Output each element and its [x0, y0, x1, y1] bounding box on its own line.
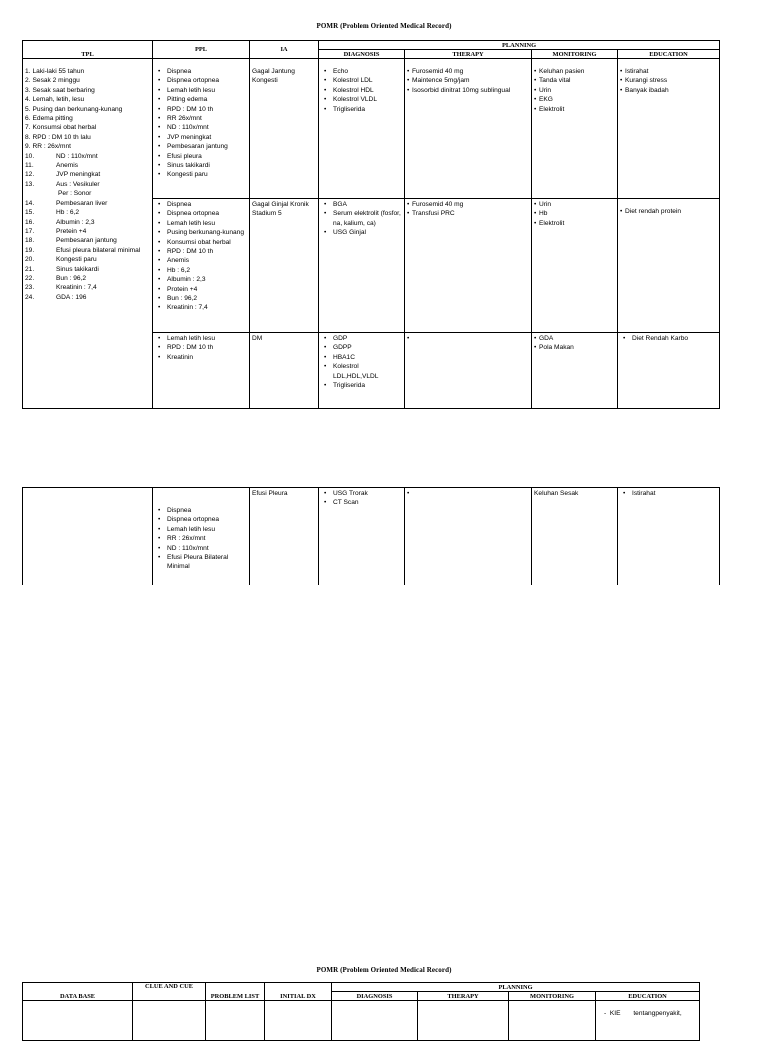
education-list: [620, 489, 717, 498]
list-item: • Urin: [534, 200, 615, 209]
ppl-cell: [153, 488, 250, 585]
tpl-number: 15.: [25, 209, 35, 217]
diagnosis-list: [321, 200, 402, 238]
header-ia: IA: [250, 41, 319, 59]
tpl-number: 24.: [25, 293, 35, 301]
tpl-item: [25, 86, 150, 95]
education-fragment: - KIE tentangpenyakit,: [604, 1010, 682, 1017]
ia-cell: [250, 488, 319, 585]
monitoring-cell: [532, 59, 618, 199]
list-item: • Dispnea: [155, 67, 247, 76]
list-item: • RPD : DM 10 th: [155, 247, 247, 256]
list-item: • RR 26x/mnt: [155, 114, 247, 123]
monitoring-cell: [532, 333, 618, 409]
list-item: • Trigliserida: [321, 381, 402, 390]
tpl-text: Bun : 96,2: [56, 274, 87, 282]
monitoring-cell: [509, 1001, 596, 1041]
header-monitoring: MONITORING: [509, 992, 596, 1001]
list-item: • Pitting edema: [155, 95, 247, 104]
tpl-text: GDA : 196: [56, 293, 87, 301]
tpl-item: [25, 114, 150, 123]
header-planning: PLANNING: [319, 41, 720, 50]
diagnosis-cell: [319, 333, 405, 409]
tpl-number: 23.: [25, 284, 35, 292]
tpl-number: 4.: [25, 96, 31, 104]
header-diagnosis: DIAGNOSIS: [332, 992, 418, 1001]
header-monitoring: MONITORING: [532, 50, 618, 59]
list-item: • Sinus takikardi: [155, 161, 247, 170]
therapy-cell: [405, 199, 532, 333]
education-list: [620, 334, 717, 343]
education-cell: [618, 59, 720, 199]
list-item: • Istirahat: [620, 489, 717, 498]
header-initial-dx: INITIAL DX: [265, 983, 332, 1001]
ia-cell: [250, 333, 319, 409]
header-therapy: THERAPY: [405, 50, 532, 59]
pomr-table-continued: [22, 487, 720, 585]
list-item: • JVP meningkat: [155, 133, 247, 142]
therapy-list: [407, 67, 529, 95]
list-item: • Elektrolit: [534, 105, 615, 114]
diagnosis-cell: [319, 199, 405, 333]
list-item: • Furosemid 40 mg: [407, 67, 529, 76]
tpl-text: Hb : 6,2: [56, 209, 80, 217]
header-problem-list: PROBLEM LIST: [206, 983, 265, 1001]
pomr-table-page2: [22, 982, 700, 1041]
tpl-item: [25, 123, 150, 132]
tpl-number: 8.: [25, 133, 31, 141]
education-cell: [618, 333, 720, 409]
list-item: • GDP: [321, 334, 402, 343]
list-item: • Banyak ibadah: [620, 86, 717, 95]
ppl-cell: [153, 59, 250, 199]
list-item: • Anemis: [155, 256, 247, 265]
ppl-list: [155, 67, 247, 180]
list-item: • Protein +4: [155, 285, 247, 294]
ppl-list: [155, 506, 247, 572]
header-education: EDUCATION: [596, 992, 700, 1001]
list-item: • HBA1C: [321, 353, 402, 362]
tpl-text: Pembesaran jantung: [56, 237, 117, 245]
list-item: • RPD : DM 10 th: [155, 343, 247, 352]
list-item: • USG Ginjal: [321, 228, 402, 237]
tpl-number: 1.: [25, 68, 31, 75]
education-cell: [618, 488, 720, 585]
tpl-item: [25, 265, 150, 274]
list-item: • Istirahat: [620, 67, 717, 76]
tpl-text: Sesak 2 minggu: [32, 77, 80, 85]
tpl-number: 11.: [25, 162, 34, 170]
monitoring-cell: [532, 488, 618, 585]
list-item: • Kolestrol LDL,HDL,VLDL: [321, 362, 402, 381]
list-item: • Kurangi stress: [620, 76, 717, 85]
tpl-item: [25, 133, 150, 142]
therapy-cell: [405, 59, 532, 199]
list-item: • Albumin : 2,3: [155, 275, 247, 284]
tpl-item: [25, 236, 150, 245]
tpl-text: Konsumsi obat herbal: [32, 124, 97, 132]
tpl-item: [25, 199, 150, 208]
tpl-number: 18.: [25, 237, 35, 245]
list-item: • Kongesti paru: [155, 170, 247, 179]
list-item: • Efusi pleura: [155, 152, 247, 161]
clue-cell: [133, 1001, 206, 1041]
tpl-item: [25, 293, 150, 302]
list-item: • Diet rendah protein: [620, 207, 717, 216]
tpl-item: [25, 67, 150, 76]
diagnosis-cell: [319, 488, 405, 585]
ppl-list: [155, 200, 247, 313]
ia-cell: [250, 199, 319, 333]
ppl-cell: [153, 333, 250, 409]
tpl-item: [25, 218, 150, 227]
diagnosis-list: [321, 334, 402, 390]
tpl-text: Laki-laki 55 tahun: [32, 68, 85, 75]
tpl-number: 7.: [25, 124, 31, 132]
list-item: • Kolestrol VLDL: [321, 95, 402, 104]
tpl-item: [25, 208, 150, 217]
list-item: • ND : 110x/mnt: [155, 544, 247, 553]
tpl-number: 12.: [25, 171, 35, 179]
tpl-item: [25, 76, 150, 85]
education-list: [620, 67, 717, 95]
tpl-text: Pembesaran liver: [56, 199, 108, 207]
list-item: • GDPP: [321, 343, 402, 352]
education-list: [620, 207, 717, 216]
list-item: • RPD : DM 10 th: [155, 105, 247, 114]
header-ppl: PPL: [153, 41, 250, 59]
list-item: • Transfusi PRC: [407, 209, 529, 218]
list-item: • Kolestrol LDL: [321, 76, 402, 85]
header-data-base: DATA BASE: [23, 983, 133, 1001]
header-education: EDUCATION: [618, 50, 720, 59]
list-item: • Dispnea: [155, 200, 247, 209]
list-item: • Lemah letih lesu: [155, 219, 247, 228]
list-item: • Diet Rendah Karbo: [620, 334, 717, 343]
tpl-text: Sinus takikardi: [56, 265, 99, 273]
tpl-text: ND : 110x/mnt: [56, 152, 98, 160]
list-item: • Kreatinin : 7,4: [155, 303, 247, 312]
tpl-item: [25, 227, 150, 236]
tpl-text: JVP meningkat: [56, 171, 101, 179]
tpl-number: 17.: [25, 227, 35, 235]
tpl-cell: [23, 59, 153, 409]
list-item: • Tanda vital: [534, 76, 615, 85]
tpl-text: Edema pitting: [32, 115, 73, 123]
list-item: • Keluhan pasien: [534, 67, 615, 76]
tpl-item: [25, 95, 150, 104]
ppl-cell: [153, 199, 250, 333]
therapy-cell: [405, 333, 532, 409]
tpl-list: [25, 67, 150, 302]
tpl-item: [25, 152, 150, 161]
list-item: • Elektrolit: [534, 219, 615, 228]
list-item: • Maintence 5mg/jam: [407, 76, 529, 85]
list-item: • Hb: [534, 209, 615, 218]
list-item: • Dispnea ortopnea: [155, 76, 247, 85]
initial-dx-cell: [265, 1001, 332, 1041]
list-item: • Urin: [534, 86, 615, 95]
list-item: • Konsumsi obat herbal: [155, 238, 247, 247]
header-tpl: TPL: [23, 41, 153, 59]
list-item: • Kolestrol HDL: [321, 86, 402, 95]
diagnosis-cell: [319, 59, 405, 199]
tpl-text: Anemis: [56, 162, 78, 170]
tpl-number: 9.: [25, 143, 31, 151]
tpl-number: 3.: [25, 86, 31, 94]
ia-cell: [250, 59, 319, 199]
list-item: • RR : 26x/mnt: [155, 534, 247, 543]
tpl-number: 10.: [25, 152, 35, 160]
education-cell: [596, 1001, 700, 1041]
list-item: • Dispnea: [155, 506, 247, 515]
tpl-text: Albumin : 2,3: [56, 218, 95, 226]
ppl-list: [155, 334, 247, 362]
monitoring-list: [534, 67, 615, 114]
tpl-item: [25, 180, 150, 189]
list-item: • Isosorbid dinitrat 10mg sublingual: [407, 86, 529, 95]
tpl-item: [25, 161, 150, 170]
initial-assessment: Efusi Pleura: [252, 490, 288, 497]
monitoring-text: Keluhan Sesak: [534, 490, 579, 497]
tpl-item: [25, 189, 150, 198]
header-diagnosis: DIAGNOSIS: [319, 50, 405, 59]
list-item: • Bun : 96,2: [155, 294, 247, 303]
tpl-text: Lemah, letih, lesu: [32, 96, 85, 104]
header-planning: PLANNING: [332, 983, 700, 992]
tpl-number: 2.: [25, 77, 31, 85]
list-item: • Kreatinin: [155, 353, 247, 362]
empty-bullet: [407, 335, 409, 342]
tpl-item: [25, 255, 150, 264]
tpl-text: RR : 26x/mnt: [32, 143, 71, 151]
list-item: • Hb : 6,2: [155, 266, 247, 275]
tpl-text: Aus : Vesikuler: [56, 180, 100, 188]
tpl-number: 19.: [25, 246, 35, 254]
tpl-number: 21.: [25, 265, 35, 273]
list-item: • Dispnea ortopnea: [155, 209, 247, 218]
list-item: • Furosemid 40 mg: [407, 200, 529, 209]
tpl-item: [25, 283, 150, 292]
list-item: • Trigliserida: [321, 105, 402, 114]
monitoring-list: [534, 200, 615, 228]
tpl-text: Per : Sonor: [58, 190, 92, 198]
list-item: • GDA: [534, 334, 615, 343]
tpl-text: Pretein +4: [56, 227, 87, 235]
tpl-text: Pusing dan berkunang-kunang: [32, 105, 123, 113]
diagnosis-cell: [332, 1001, 418, 1041]
list-item: • Efusi Pleura Bilateral Minimal: [155, 553, 247, 572]
tpl-number: 14.: [25, 199, 35, 207]
header-therapy: THERAPY: [418, 992, 509, 1001]
tpl-item: [25, 274, 150, 283]
list-item: • Lemah letih lesu: [155, 525, 247, 534]
initial-assessment: DM: [252, 335, 263, 342]
pomr-table: [22, 40, 720, 409]
monitoring-cell: [532, 199, 618, 333]
initial-assessment: Gagal Jantung Kongesti: [252, 68, 295, 85]
diagnosis-list: [321, 489, 402, 508]
tpl-text: RPD : DM 10 th lalu: [32, 133, 91, 141]
list-item: • ND : 110x/mnt: [155, 123, 247, 132]
tpl-item: [25, 170, 150, 179]
therapy-cell: [405, 488, 532, 585]
page2-title: POMR (Problem Oriented Medical Record): [316, 966, 452, 974]
therapy-cell: [418, 1001, 509, 1041]
therapy-list: [407, 200, 529, 219]
tpl-number: 22.: [25, 274, 35, 282]
tpl-text: Kreatinin : 7,4: [56, 284, 97, 292]
list-item: • Pusing berkunang-kunang: [155, 228, 247, 237]
monitoring-list: [534, 334, 615, 353]
tpl-item: [25, 105, 150, 114]
tpl-text: Sesak saat berbaring: [32, 86, 95, 94]
list-item: • Pola Makan: [534, 343, 615, 352]
list-item: • Lemah letih lesu: [155, 334, 247, 343]
tpl-cell: [23, 488, 153, 585]
tpl-number: 16.: [25, 218, 35, 226]
list-item: • Echo: [321, 67, 402, 76]
tpl-text: Kongesti paru: [56, 256, 97, 264]
list-item: • Dispnea ortopnea: [155, 515, 247, 524]
list-item: • CT Scan: [321, 498, 402, 507]
tpl-number: 6.: [25, 115, 31, 123]
initial-assessment: Gagal Ginjal Kronik Stadium 5: [252, 201, 309, 218]
list-item: • USG Trorak: [321, 489, 402, 498]
list-item: • Pembesaran jantung: [155, 142, 247, 151]
list-item: • EKG: [534, 95, 615, 104]
empty-bullet: [407, 490, 409, 497]
tpl-item: [25, 246, 150, 255]
education-cell: [618, 199, 720, 333]
list-item: • BGA: [321, 200, 402, 209]
tpl-number: 20.: [25, 256, 35, 264]
list-item: • Lemah letih lesu: [155, 86, 247, 95]
tpl-number: [25, 189, 56, 198]
problem-list-cell: [206, 1001, 265, 1041]
list-item: • Serum elektrolit (fosfor, na, kalium, ca): [321, 209, 402, 228]
tpl-number: 5.: [25, 105, 31, 113]
data-base-cell: [23, 1001, 133, 1041]
tpl-text: Efusi pleura bilateral minimal: [56, 246, 141, 254]
header-clue-and-cue: CLUE AND CUE: [133, 983, 206, 1001]
page-title: POMR (Problem Oriented Medical Record): [316, 22, 452, 30]
diagnosis-list: [321, 67, 402, 114]
tpl-item: [25, 142, 150, 151]
tpl-number: 13.: [25, 180, 35, 188]
